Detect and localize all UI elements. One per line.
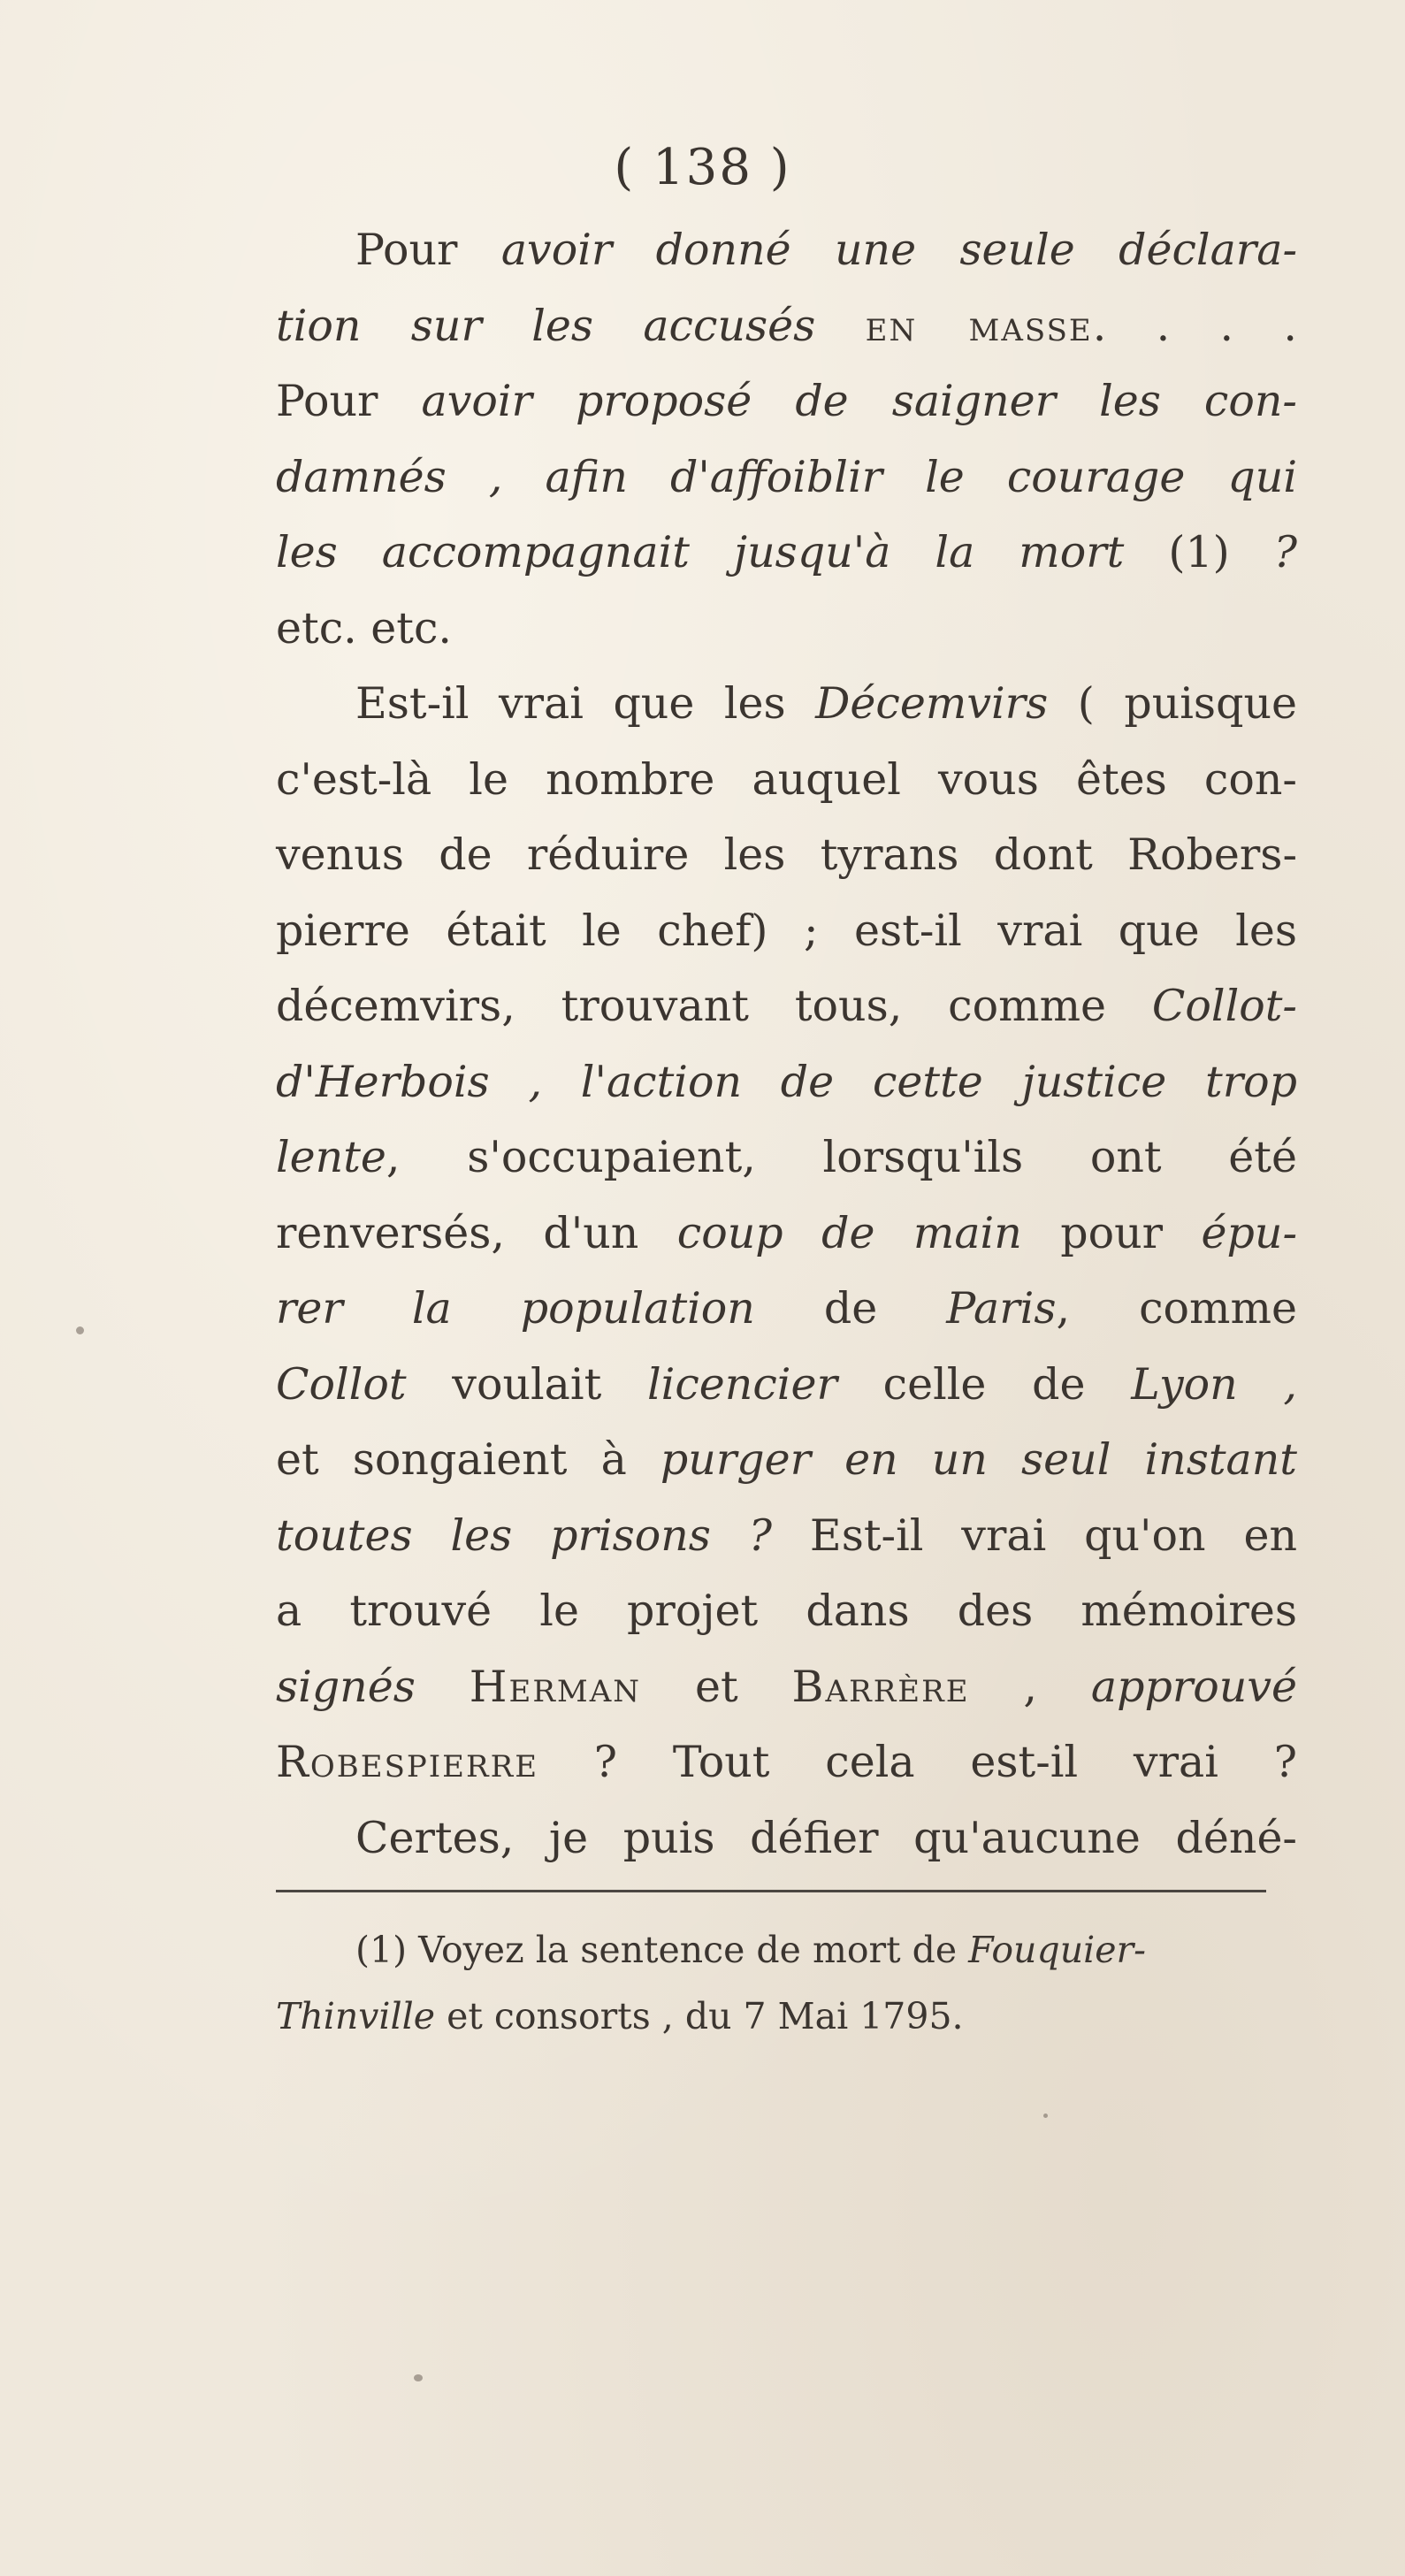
body-text: Barrère bbox=[791, 1661, 970, 1712]
body-line bbox=[276, 591, 1297, 667]
body-line bbox=[276, 1649, 1297, 1725]
body-text: licencier bbox=[647, 1358, 837, 1410]
footnote-line bbox=[276, 1917, 1297, 1984]
paper-speck bbox=[414, 2374, 423, 2381]
body-text: (1) bbox=[1124, 527, 1274, 577]
body-text: les accompagnait jusqu'à la mort bbox=[276, 527, 1125, 577]
body-line bbox=[276, 1724, 1297, 1800]
footnote-text: Thinville bbox=[276, 1995, 436, 2037]
body-text: rer la population bbox=[276, 1283, 755, 1334]
body-text: Décemvirs bbox=[815, 678, 1049, 729]
body-text: purger en un seul instant bbox=[660, 1434, 1298, 1485]
body-line bbox=[276, 363, 1297, 440]
body-text: signés bbox=[276, 1661, 416, 1712]
body-text: et bbox=[641, 1661, 792, 1712]
body-line bbox=[276, 1800, 1297, 1877]
body-text: renversés, d'un bbox=[276, 1207, 677, 1258]
paper-speck bbox=[1043, 2114, 1048, 2118]
body-line bbox=[276, 1044, 1297, 1120]
body-text: Pour bbox=[276, 376, 422, 426]
body-text: damnés , afin d'affoiblir le courage qui bbox=[276, 451, 1297, 502]
body-line bbox=[276, 1347, 1297, 1423]
body-text: et songaient à bbox=[276, 1434, 661, 1485]
body-text: , s'occupaient, lorsqu'ils ont été bbox=[386, 1132, 1297, 1182]
footnote-text: (1) Voyez la sentence de mort de bbox=[355, 1929, 969, 1971]
body-text: Lyon , bbox=[1131, 1358, 1297, 1410]
body-line bbox=[276, 1196, 1297, 1272]
body-text: de bbox=[754, 1283, 947, 1334]
body-text: venus de réduire les tyrans dont Robers- bbox=[276, 829, 1297, 880]
footnote-rule bbox=[276, 1890, 1266, 1892]
body-text: avoir proposé de saigner les con- bbox=[421, 376, 1297, 426]
body-text: Paris bbox=[946, 1283, 1057, 1334]
body-line bbox=[276, 288, 1297, 364]
body-text: pour bbox=[1021, 1207, 1202, 1258]
body-text: Collot bbox=[276, 1358, 407, 1410]
body-text bbox=[276, 212, 1297, 1876]
paper-speck bbox=[76, 1326, 84, 1334]
body-text: ? bbox=[1273, 527, 1298, 577]
body-text: Robespierre bbox=[276, 1737, 539, 1787]
body-text: ( puisque bbox=[1048, 678, 1297, 729]
footnote-block bbox=[276, 1917, 1297, 2050]
page-number: ( 138 ) bbox=[614, 139, 791, 196]
body-text: celle de bbox=[836, 1358, 1132, 1410]
body-text: . . . . bbox=[1092, 300, 1297, 351]
body-text: décemvirs, trouvant tous, comme bbox=[276, 981, 1152, 1031]
body-text: ? Tout cela est-il vrai ? bbox=[538, 1737, 1297, 1787]
body-text: , bbox=[969, 1661, 1091, 1712]
body-text: approuvé bbox=[1090, 1661, 1297, 1712]
body-line bbox=[276, 1498, 1297, 1574]
body-line bbox=[276, 1422, 1297, 1498]
body-text: voulait bbox=[406, 1358, 647, 1410]
body-text: Est-il vrai qu'on en bbox=[772, 1510, 1297, 1561]
body-text: Herman bbox=[469, 1661, 642, 1712]
body-line bbox=[276, 212, 1297, 288]
body-text: coup de main bbox=[676, 1207, 1022, 1258]
footnote-text: Fouquier- bbox=[968, 1929, 1146, 1971]
footnote-text: et consorts , du 7 Mai 1795. bbox=[435, 1995, 964, 2037]
body-line bbox=[276, 817, 1297, 893]
body-line bbox=[276, 440, 1297, 516]
body-text: pierre était le chef) ; est-il vrai que les bbox=[276, 905, 1297, 956]
body-line bbox=[276, 1271, 1297, 1347]
footnote-line bbox=[276, 1984, 1297, 2050]
body-text: c'est-là le nombre auquel vous êtes con- bbox=[276, 753, 1297, 805]
body-text: etc. etc. bbox=[276, 602, 452, 654]
body-line bbox=[276, 893, 1297, 969]
body-text: Pour bbox=[355, 225, 501, 275]
body-text: épu- bbox=[1201, 1207, 1297, 1258]
body-line bbox=[276, 666, 1297, 742]
body-text: tion sur les accusés bbox=[276, 300, 866, 351]
body-text: toutes les prisons ? bbox=[276, 1510, 773, 1561]
body-text: lente bbox=[276, 1132, 386, 1182]
body-line bbox=[276, 1120, 1297, 1196]
body-text bbox=[416, 1662, 470, 1712]
body-line bbox=[276, 515, 1297, 591]
body-text: Est-il vrai que les bbox=[355, 678, 816, 729]
body-text: , comme bbox=[1056, 1283, 1297, 1334]
body-line bbox=[276, 1573, 1297, 1649]
body-line bbox=[276, 742, 1297, 818]
body-text: a trouvé le projet dans des mémoires bbox=[276, 1586, 1297, 1636]
body-text: avoir donné une seule déclara- bbox=[500, 225, 1297, 275]
body-text: en masse bbox=[865, 300, 1093, 351]
body-text: d'Herbois , l'action de cette justice trop bbox=[276, 1056, 1297, 1107]
body-line bbox=[276, 968, 1297, 1044]
body-text: Collot- bbox=[1151, 981, 1297, 1031]
body-text: Certes, je puis défier qu'aucune déné- bbox=[355, 1812, 1297, 1863]
